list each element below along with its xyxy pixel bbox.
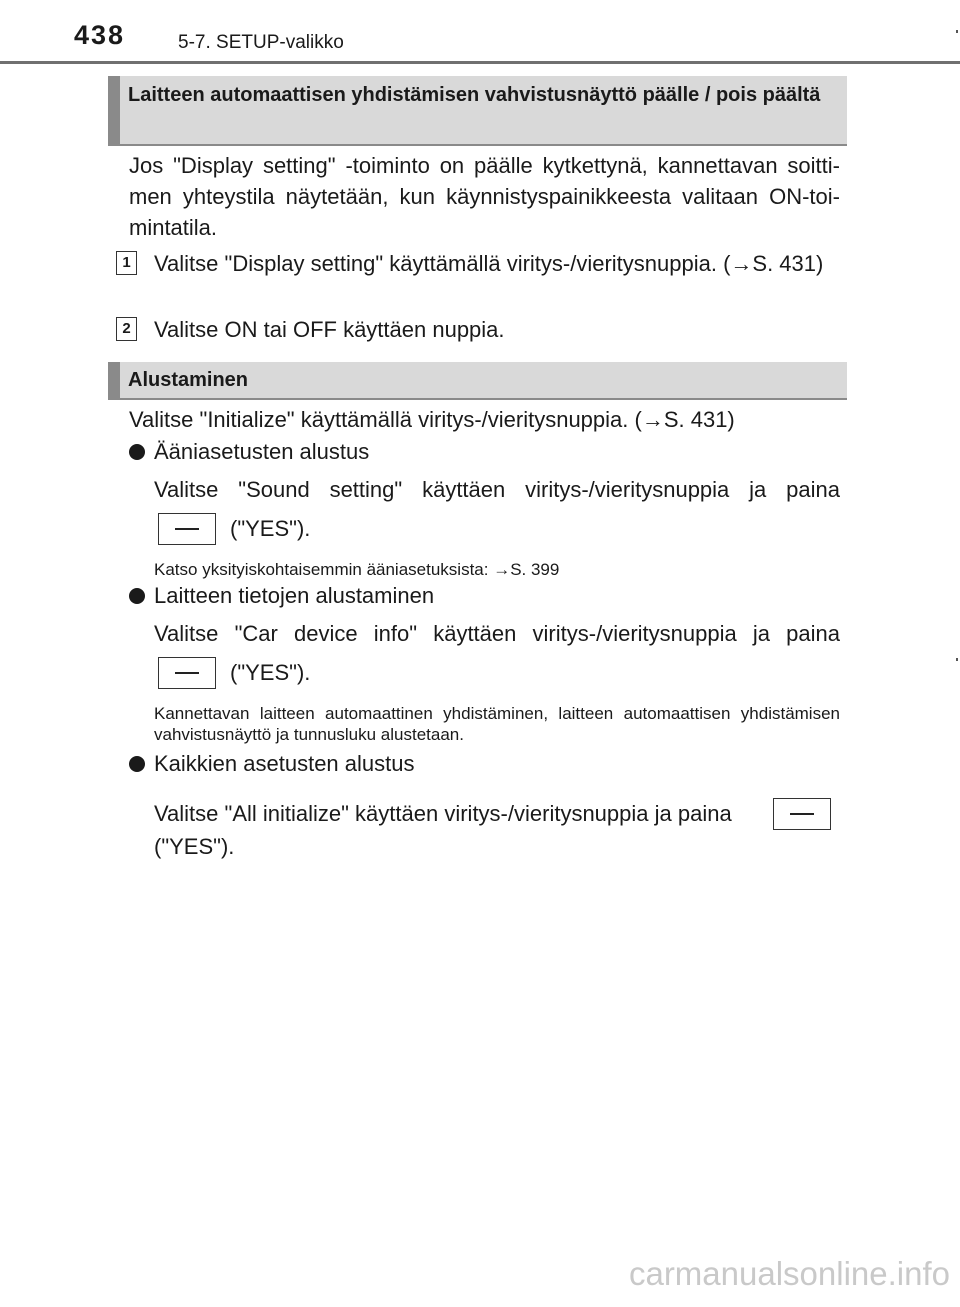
yes-label: ("YES"). xyxy=(230,516,311,541)
yes-label: ("YES"). xyxy=(230,660,311,685)
button-key-icon xyxy=(773,798,831,830)
bullet-icon xyxy=(129,756,145,772)
bullet-icon xyxy=(129,588,145,604)
yes-row xyxy=(158,656,310,690)
step-number-box: 1 xyxy=(116,251,137,275)
item-instruction: Valitse "All initialize" käyttäen viritys-/vieritysnuppia ja paina xyxy=(154,801,732,826)
watermark: carmanualsonline.info xyxy=(628,1255,950,1292)
edge-mark xyxy=(956,658,958,661)
item-instruction: Valitse "Sound setting" käyttäen viritys-/vieritysnuppia ja paina xyxy=(154,477,840,502)
section-heading-auto-connect: Laitteen automaattisen yhdistämisen vahvistusnäyttö päälle / pois päältä xyxy=(108,76,847,144)
intro-paragraph: Jos "Display setting" -toiminto on päälle kytkettynä, kannettavan soitti-men yhteystila näytetään, kun käynnistyspainikkeesta valitaan ON-toi-mintatila. xyxy=(129,153,840,240)
item-title: Kaikkien asetusten alustus xyxy=(154,751,415,776)
section-title: 5-7. SETUP-valikko xyxy=(178,32,344,53)
initialize-intro: Valitse "Initialize" käyttämällä viritys-/vieritysnuppia. (→S. 431) xyxy=(129,407,735,432)
yes-label: ("YES"). xyxy=(154,834,235,859)
item-instruction: Valitse "Car device info" käyttäen viritys-/vieritysnuppia ja paina xyxy=(154,621,840,646)
step-number-box: 2 xyxy=(116,317,137,341)
item-title: Ääniasetusten alustus xyxy=(154,439,370,464)
yes-row xyxy=(158,512,310,546)
button-key-icon xyxy=(158,513,216,545)
section-heading-initialize: Alustaminen xyxy=(108,362,847,398)
button-key-icon xyxy=(158,657,216,689)
step-text: Valitse ON tai OFF käyttäen nuppia. xyxy=(154,317,505,342)
edge-mark xyxy=(956,30,958,33)
step-text: Valitse "Display setting" käyttämällä viritys-/vieritysnuppia. (→S. 431) xyxy=(154,251,824,276)
item-title: Laitteen tietojen alustaminen xyxy=(154,583,435,608)
bullet-icon xyxy=(129,444,145,460)
header-rule xyxy=(0,61,960,64)
page-number: 438 xyxy=(74,20,126,50)
item-note: Katso yksityiskohtaisemmin ääniasetuksista: →S. 399 xyxy=(154,560,560,579)
item-note: Kannettavan laitteen automaattinen yhdistäminen, laitteen automaattisen yhdistämisen vahvistusnäyttö ja tunnusluku alustetaan. xyxy=(154,704,840,744)
